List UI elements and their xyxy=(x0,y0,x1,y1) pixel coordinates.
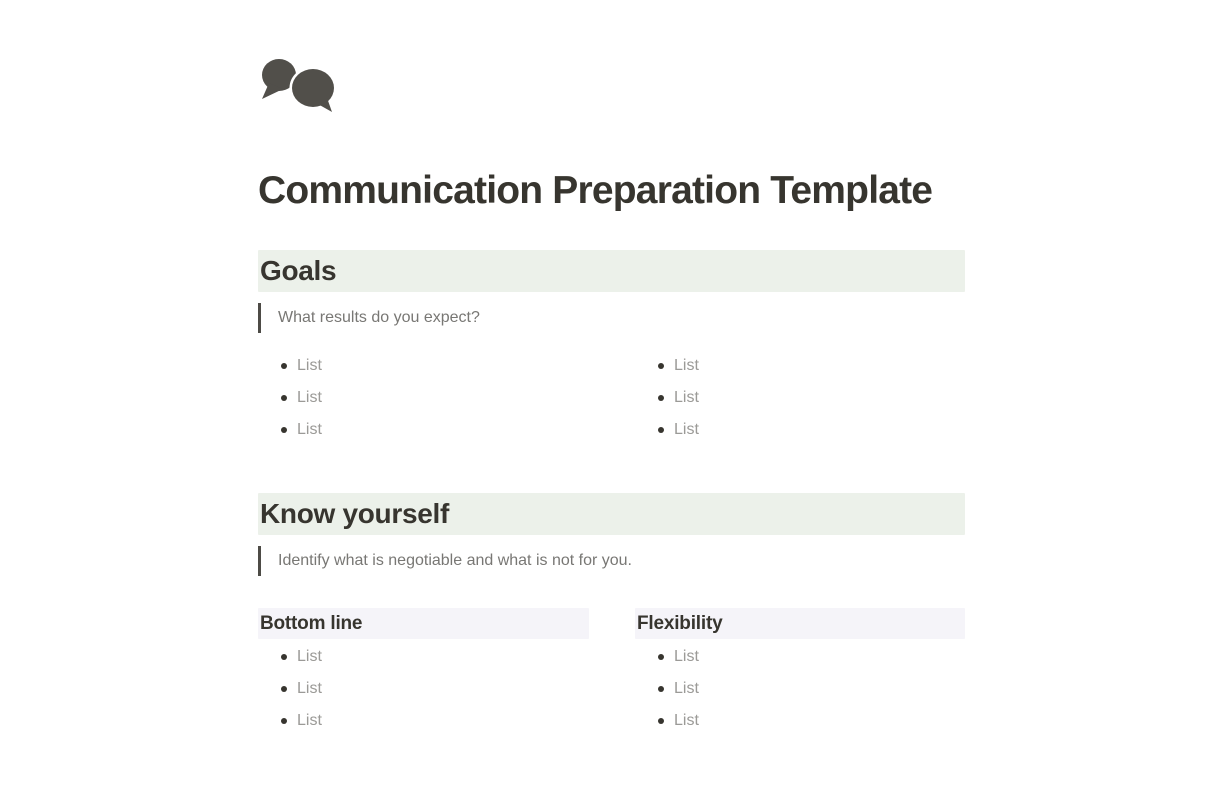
list-item[interactable] xyxy=(258,706,589,736)
list-item[interactable] xyxy=(635,351,965,381)
list-item-text: List xyxy=(297,680,322,697)
goals-columns xyxy=(258,351,965,447)
list-item-text: List xyxy=(674,648,699,665)
bullet-icon xyxy=(658,363,664,369)
section-heading-goals: Goals xyxy=(260,255,337,286)
bullet-icon xyxy=(281,718,287,724)
bullet-icon xyxy=(281,427,287,433)
bullet-icon xyxy=(658,686,664,692)
list-item-text: List xyxy=(297,389,322,406)
flexibility-header: Flexibility xyxy=(637,612,723,634)
bullet-icon xyxy=(281,654,287,660)
section-heading-know-yourself-banner[interactable] xyxy=(258,493,965,535)
list-item-text: List xyxy=(674,357,699,374)
know-yourself-quote[interactable]: Identify what is negotiable and what is not for you. xyxy=(258,546,965,576)
list-item[interactable] xyxy=(258,674,589,704)
list-item-text: List xyxy=(297,357,322,374)
bottom-line-header: Bottom line xyxy=(260,612,363,634)
bullet-icon xyxy=(281,363,287,369)
flexibility-header-banner[interactable] xyxy=(635,608,965,639)
know-yourself-columns xyxy=(258,608,965,738)
section-heading-goals-banner[interactable] xyxy=(258,250,965,292)
speech-bubbles-icon[interactable] xyxy=(258,55,338,113)
bottom-line-column xyxy=(258,608,589,738)
list-item[interactable] xyxy=(258,351,589,381)
bottom-line-list xyxy=(258,642,589,736)
goals-list-right xyxy=(635,351,965,445)
page-content xyxy=(258,0,965,738)
page-title[interactable]: Communication Preparation Template xyxy=(258,169,933,212)
bullet-icon xyxy=(658,654,664,660)
list-item[interactable] xyxy=(635,383,965,413)
bottom-line-header-banner[interactable] xyxy=(258,608,589,639)
goals-list-left xyxy=(258,351,589,445)
flexibility-column xyxy=(635,608,965,738)
list-item-text: List xyxy=(674,680,699,697)
list-item-text: List xyxy=(297,421,322,438)
list-item-text: List xyxy=(674,389,699,406)
section-heading-know-yourself: Know yourself xyxy=(260,498,450,529)
list-item-text: List xyxy=(297,648,322,665)
list-item-text: List xyxy=(674,712,699,729)
list-item-text: List xyxy=(297,712,322,729)
list-item[interactable] xyxy=(635,415,965,445)
bullet-icon xyxy=(658,427,664,433)
list-item[interactable] xyxy=(635,674,965,704)
goals-quote[interactable]: What results do you expect? xyxy=(258,303,965,333)
bullet-icon xyxy=(658,718,664,724)
goals-column-right xyxy=(635,351,965,447)
flexibility-list xyxy=(635,642,965,736)
list-item[interactable] xyxy=(258,415,589,445)
list-item[interactable] xyxy=(258,383,589,413)
list-item-text: List xyxy=(674,421,699,438)
list-item[interactable] xyxy=(635,642,965,672)
list-item[interactable] xyxy=(635,706,965,736)
list-item[interactable] xyxy=(258,642,589,672)
bullet-icon xyxy=(281,686,287,692)
goals-column-left xyxy=(258,351,589,447)
bullet-icon xyxy=(281,395,287,401)
bullet-icon xyxy=(658,395,664,401)
